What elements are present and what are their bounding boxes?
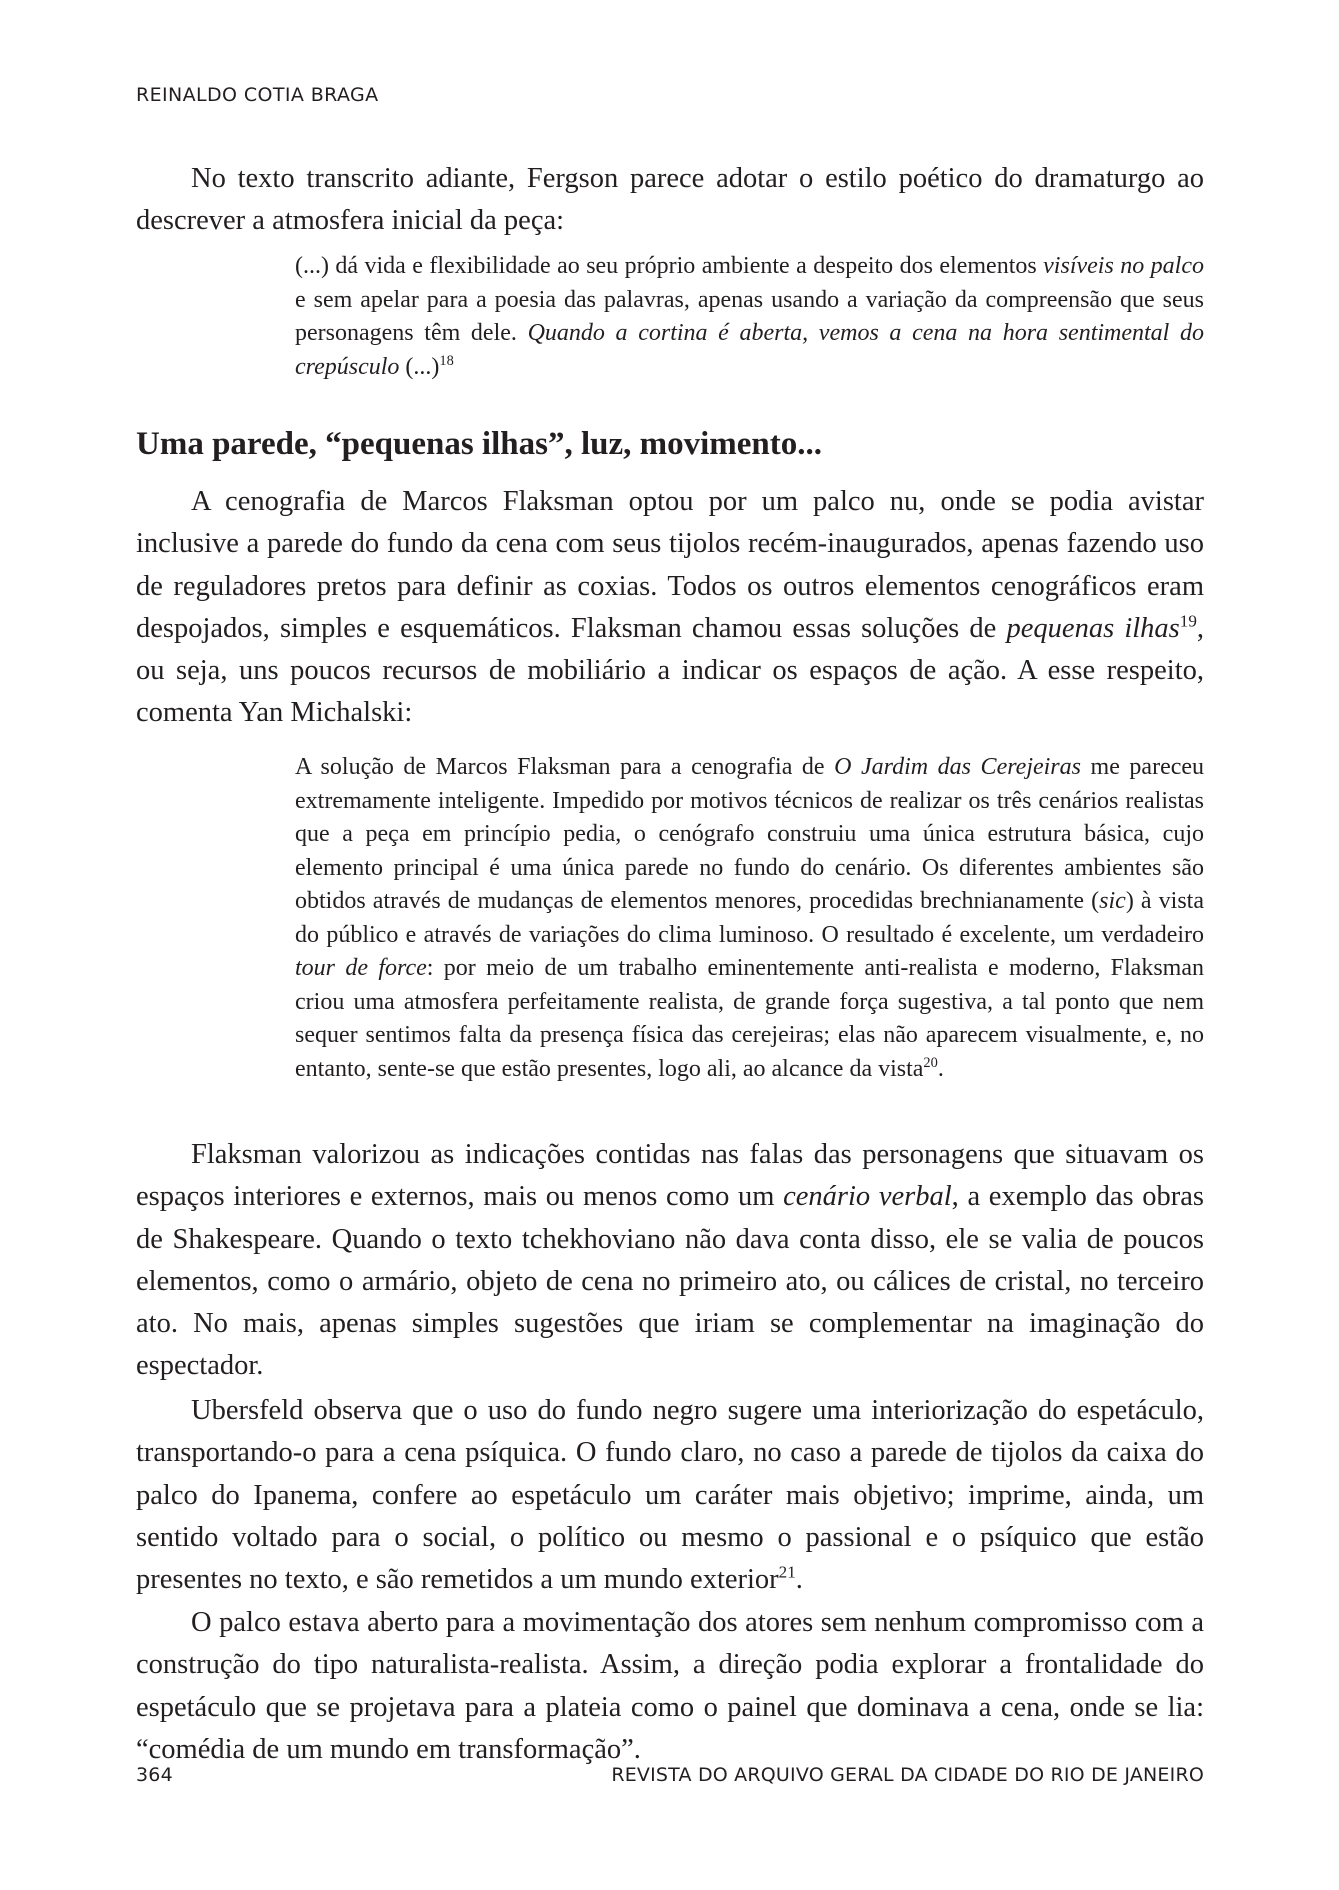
paragraph-emphasis: pequenas ilhas <box>1006 612 1180 644</box>
quote-emphasis: visíveis no palco <box>1043 253 1204 279</box>
paragraph-intro: No texto transcrito adiante, Fergson parece adotar o estilo poético do dramaturgo ao descrever a atmosfera inicial da peça: <box>136 163 1204 237</box>
quote-text: (...) <box>399 353 440 380</box>
footnote-ref-21: 21 <box>778 1562 796 1582</box>
footnote-ref-20: 20 <box>923 1054 938 1071</box>
paragraph-palco-aberto: O palco estava aberto para a movimentação dos atores sem nenhum compromisso com a construção do tipo naturalista-realista. Assim, a direção podia explorar a frontalidade do espetáculo que se projetava para a plateia como o painel que dominava a cena, onde se lia: “comédia de um mundo em transformação”. <box>136 1607 1204 1765</box>
paragraph-ubersfeld <box>136 1390 1204 1601</box>
section-heading: Uma parede, “pequenas ilhas”, luz, movimento... <box>136 426 823 462</box>
quote-text: . <box>937 1055 944 1082</box>
quote-text: e sem apelar para a poesia das palavras, apenas usando a variação da compreensão que seus personagens têm dele. <box>295 286 1204 346</box>
paragraph-cenografia <box>136 481 1204 735</box>
quote-emphasis: tour de force <box>295 955 427 981</box>
paragraph-text: , ou seja, uns poucos recursos de mobiliário a indicar os espaços de ação. A esse respeito, comenta Yan Michalski: <box>136 612 1204 729</box>
quote-text: ) à vista do público e através de variações do clima luminoso. O resultado é excelente, um verdadeiro <box>295 888 1204 948</box>
journal-title: REVISTA DO ARQUIVO GERAL DA CIDADE DO RIO DE JANEIRO <box>611 1764 1204 1786</box>
paragraph-text: , a exemplo das obras de Shakespeare. Quando o texto tchekhoviano não dava conta disso, ele se valia de poucos elementos, como o armário, objeto de cena no primeiro ato, ou cálices de cristal, no terceiro ato. No mais, apenas simples sugestões que iriam se complementar na imaginação do espectador. <box>136 1181 1204 1382</box>
quote-text: : por meio de um trabalho eminentemente anti-realista e moderno, Flaksman criou uma atmosfera perfeitamente realista, de grande força sugestiva, a tal ponto que nem sequer sentimos falta da presença física das cerejeiras; elas não aparecem visualmente, e, no entanto, sente-se que estão presentes, logo ali, ao alcance da vista <box>295 955 1204 1082</box>
quote-emphasis: O Jardim das Cerejeiras <box>834 754 1081 780</box>
footnote-ref-19: 19 <box>1179 611 1197 631</box>
page-number: 364 <box>136 1764 173 1786</box>
quote-emphasis: Quando a cortina é aberta, vemos a cena na hora sentimental do crepúsculo <box>295 320 1204 380</box>
paragraph-cenario-verbal <box>136 1134 1204 1388</box>
paragraph-text: A cenografia de Marcos Flaksman optou por um palco nu, onde se podia avistar inclusive a parede do fundo da cena com seus tijolos recém-inaugurados, apenas fazendo uso de reguladores pretos para definir as coxias. Todos os outros elementos cenográficos eram despojados, simples e esquemáticos. Flaksman chamou essas soluções de <box>136 486 1204 644</box>
paragraph-emphasis: cenário verbal <box>783 1181 952 1213</box>
quote-emphasis: sic <box>1099 888 1126 914</box>
paragraph-text: Flaksman valorizou as indicações contidas nas falas das personagens que situavam os espaços interiores e externos, mais ou menos como um <box>136 1139 1204 1213</box>
paragraph-text: . <box>795 1564 803 1596</box>
quote-text: (...) dá vida e flexibilidade ao seu próprio ambiente a despeito dos elementos <box>295 253 1044 279</box>
block-quote-fergson <box>295 250 1204 384</box>
paragraph-text: Ubersfeld observa que o uso do fundo negro sugere uma interiorização do espetáculo, transportando-o para a cena psíquica. O fundo claro, no caso a parede de tijolos da caixa do palco do Ipanema, confere ao espetáculo um caráter mais objetivo; imprime, ainda, um sentido voltado para o social, o político ou mesmo o passional e o psíquico que estão presentes no texto, e são remetidos a um mundo exterior <box>136 1395 1204 1596</box>
block-quote-michalski <box>295 751 1204 1086</box>
running-head: REINALDO COTIA BRAGA <box>136 84 379 106</box>
quote-text: me pareceu extremamente inteligente. Impedido por motivos técnicos de realizar os três cenários realistas que a peça em princípio pedia, o cenógrafo construiu uma única estrutura básica, cujo elemento principal é uma única parede no fundo do cenário. Os diferentes ambientes são obtidos através de mudanças de elementos menores, procedidas brechnianamente ( <box>295 754 1205 914</box>
quote-text: A solução de Marcos Flaksman para a cenografia de <box>295 754 835 780</box>
footnote-ref-18: 18 <box>439 352 454 369</box>
